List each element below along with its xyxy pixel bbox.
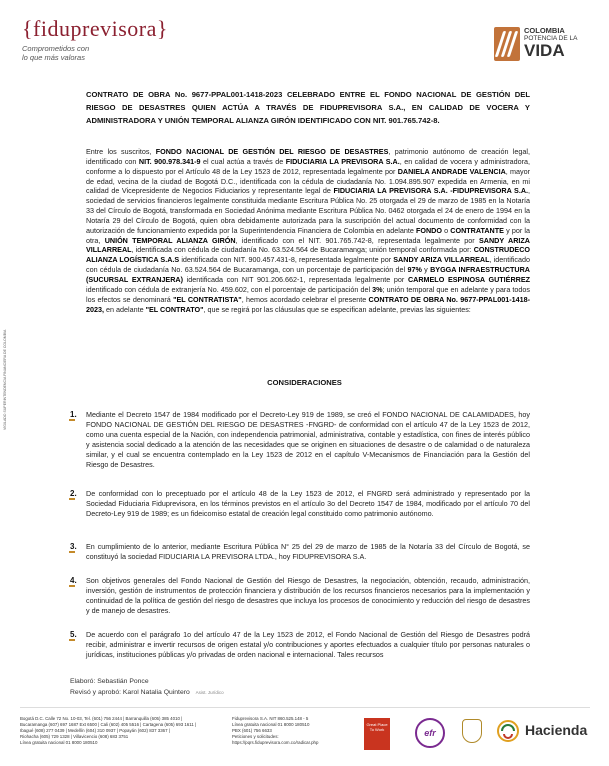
- bold-text: 97%: [407, 265, 422, 275]
- bold-text: CARMELO ESPINOSA GUTIÉRREZ: [407, 274, 531, 284]
- body-text: o: [441, 225, 451, 235]
- bold-text: FIDUCIARIA LA PREVISORA S.A.: [285, 156, 400, 166]
- hacienda-mark-icon: [497, 720, 519, 742]
- gov-logo-line-2: POTENCIA DE LA: [524, 35, 578, 42]
- gov-logo-line-3: VIDA: [524, 41, 565, 60]
- body-text: , sociedad de servicios financieros legalmente constituida mediante Escritura Pública No. 25 otorgada el 29 de marzo de 1985 en la Notaría 33 del Círculo de Bogotá, transformada en Sociedad Anónima mediante Escritura Pública No. 0462 otorgada el 24 de enero de 1994 en la Notaría 29 del Círculo de Bogotá, quien obra debidamente autorizada para la suscripción del actual documento de conformidad con la autorización de funcionamiento expedida por la Superintendencia Financiera de Colombia en adelante: [86, 186, 531, 235]
- body-text: en adelante: [104, 304, 146, 314]
- body-text: identificada con NIT 901.206.662-1, representada legalmente por: [182, 274, 408, 284]
- intro-paragraph: [86, 147, 530, 314]
- body-text: identificado con cédula de extranjería No. 459.602, con el porcentaje de participación del: [86, 284, 373, 294]
- contract-title: CONTRATO DE OBRA No. 9677-PPAL001-1418-2023 CELEBRADO ENTRE EL FONDO NACIONAL DE GESTIÓN DEL RIESGO DE DESASTRES QUIEN ACTÚA A TRAVÉS DE FIDUPREVISORA S.A., EN CALIDAD DE VOCERA Y ADMINISTRADORA Y UNIÓN TEMPORAL ALIANZA GIRÓN IDENTIFICADO CON NIT. 901.765.742-8.: [86, 90, 530, 125]
- body-text: , mayor de edad, vecina de la ciudad de Bogotá D.C., identificada con la cédula de ciudadanía No. 1.094.895.907 expedida en Armenia, en mi calidad de Vicepresidente de Negocios Fiduciarios y representante legal de: [86, 166, 531, 196]
- footer-line: Bucaramanga (607) 697 1687 Ext 6500 | Cali (602) 405 5516 | Cartagena (605) 693 1611 |: [20, 722, 197, 727]
- colombia-potencia-vida-logo: [494, 27, 584, 61]
- item-number: 3.: [70, 542, 77, 551]
- prepared-by: Elaboró: Sebastián Ponce: [70, 678, 149, 685]
- colombia-shield-icon: [462, 719, 482, 743]
- hacienda-text: Hacienda: [525, 722, 588, 738]
- item-text: De acuerdo con el parágrafo 1o del artículo 47 de la Ley 1523 de 2012, el Fondo Nacional de Gestión del Riesgo de Desastres podrá recibir, administrar e invertir recursos de origen estatal y/o contribuciones y aportes efectuados a cualquier título por personas naturales o jurídicas, instituciones públicas y/o privadas de orden nacional e internacional. Tales recursos: [86, 630, 530, 659]
- fiduprevisora-logo: {fiduprevisora}: [22, 16, 168, 41]
- item-number: 4.: [70, 576, 77, 585]
- tagline-line-2: lo que más valoras: [22, 53, 85, 62]
- bold-text: DANIELA ANDRADE VALENCIA: [397, 166, 506, 176]
- side-vertical-text: [3, 270, 17, 440]
- body-text: y: [421, 265, 431, 275]
- footer-line: Bogotá D.C. Calle 72 No. 10-03, Tel. (601) 756 2444 | Barranquilla (605) 385 4010 |: [20, 716, 183, 721]
- body-text: , que se regirá por las cláusulas que se especifican adelante, previas las siguientes:: [203, 304, 471, 314]
- bold-text: "EL CONTRATISTA": [173, 294, 242, 304]
- body-text: , identificado con cédula de ciudadanía No. 63.524.564 de Bucaramanga, con un porcentaje de participación del: [86, 255, 531, 275]
- body-text: el cual actúa a través de: [200, 156, 286, 166]
- bold-text: FONDO: [416, 225, 442, 235]
- tagline-line-1: Comprometidos con: [22, 44, 90, 53]
- item-number: 2.: [70, 489, 77, 498]
- bold-text: CONSTRUDECO ALIANZA LOGÍSTICA S.A.S: [86, 245, 530, 265]
- item-text: En cumplimiento de lo anterior, mediante Escritura Pública N° 25 del 29 de marzo de 1985 de la Notaría 33 del Círculo de Bogotá, se constituyó la sociedad FIDUCIARIA LA PREVISORA LTDA., hoy FIDUPREVISORA S.A.: [86, 542, 530, 561]
- bold-text: 3%: [372, 284, 383, 294]
- item-text: De conformidad con lo preceptuado por el artículo 48 de la Ley 1523 de 2012, el FNGRD será administrado y representado por la Sociedad Fiduciaria Fiduprevisora, en los términos previstos en el artículo 3o del Decreto 1547 de 1984, modificado por el artículo 70 del Decreto-Ley 919 de 1989; es un fideicomiso estatal de creación legal constituido como patrimonio autónomo.: [86, 489, 530, 518]
- bold-text: SANDY ARIZA VILLARREAL: [86, 235, 530, 255]
- bold-text: SANDY ARIZA VILLARREAL: [393, 255, 490, 265]
- bold-text: CONTRATO DE OBRA No. 9677-PPAL001-1418-2023,: [86, 294, 531, 314]
- side-text: VIGILADO SUPERINTENDENCIA FINANCIERA DE COLOMBIA: [3, 329, 7, 430]
- body-text: , patrimonio autónomo de creación legal, identificado con: [86, 147, 531, 166]
- item-text: Mediante el Decreto 1547 de 1984 modificado por el Decreto-Ley 919 de 1989, se creó el FONDO NACIONAL DE CALAMIDADES, hoy FONDO NACIONAL DE GESTIÓN DEL RIESGO DE DESASTRES -FNGRD- de conformidad con el artículo 47 de la Ley 1523 de 2012, como una cuenta especial de la Nación, con independencia patrimonial, administrativa, contable y estadística, con fines de interés público y asistencia social dedicado a la atención de las necesidades que se originen en situaciones de desastre o de calamidad o de naturaleza similar, y el cual se encuentra contemplado en la Ley 1523 de 2012 en el capítulo V-Mecanismos de Financiación para la Gestión del Riesgo de Desastres.: [86, 410, 530, 469]
- pqrs-link[interactable]: https://pqrs.fiduprevisora.com.co/radicar.php: [232, 740, 319, 745]
- colombia-flag-icon: [494, 27, 520, 61]
- bold-text: FONDO NACIONAL DE GESTIÓN DEL RIESGO DE DESASTRES: [155, 147, 389, 156]
- item-number: 5.: [70, 630, 77, 639]
- gov-logo-line-1: COLOMBIA: [524, 26, 565, 35]
- reviewed-by-note: Asist. Jurídico: [195, 690, 224, 695]
- body-text: , identificado con el NIT. 901.765.742-8, representada legalmente por: [235, 235, 479, 245]
- body-text: , hemos acordado celebrar el presente: [241, 294, 369, 304]
- bold-text: UNIÓN TEMPORAL ALIANZA GIRÓN: [104, 235, 236, 245]
- footer-line: Línea gratuita nacional 01 8000 180510: [232, 722, 310, 727]
- body-text: ; unión temporal que en adelante y para todos los efectos se denominará: [86, 284, 530, 304]
- body-text: , identificada con cédula de ciudadanía No. 63.524.564 de Bucaramanga; unión temporal conformada por:: [131, 245, 474, 255]
- footer-contact: [232, 716, 357, 746]
- brand-tagline: [22, 44, 89, 62]
- great-place-to-work-logo: Great Place To Work: [364, 718, 390, 750]
- body-text: , en calidad de vocera y administradora, conforme a lo dispuesto por el Artículo 48 de la Ley 1523 de 2012, representada legalmente por: [86, 156, 531, 176]
- footer-line: Línea gratuita nacional 01 8000 180510: [20, 740, 98, 745]
- hacienda-logo: [497, 718, 597, 746]
- bold-text: CONTRATANTE: [450, 225, 504, 235]
- footer-line: Fiduprevisora S.A. NIT 860.525.148 - 5: [232, 716, 309, 721]
- item-text: Son objetivos generales del Fondo Nacional de Gestión del Riesgo de Desastres, la negociación, obtención, recaudo, administración, inversión, gestión de instrumentos de protección financiera y distribución de los recursos financieros necesarios para la implementación y continuidad de la política de gestión del riesgo de desastres que incluya los procesos de conocimiento y reducción del riesgo de desastres y de manejo de desastres.: [86, 576, 530, 615]
- footer-line: Riohacha (605) 729 1328 | Villavicencio (608) 683 3751: [20, 734, 129, 739]
- body-text: identificada con NIT. 900.457.431-8, representada legalmente por: [179, 255, 394, 265]
- bold-text: BYGGA INFRAESTRUCTURA (SUCURSAL EXTRANJERA): [86, 265, 530, 284]
- body-text: y por la otra,: [86, 225, 530, 245]
- efr-logo: efr: [415, 718, 445, 748]
- bold-text: NIT. 900.978.341-9: [138, 156, 201, 166]
- reviewed-by: [70, 689, 224, 696]
- considerations-heading: CONSIDERACIONES: [267, 378, 342, 387]
- bold-text: FIDUCIARIA LA PREVISORA S.A. -FIDUPREVISORA S.A.: [333, 186, 529, 196]
- footer-divider: [20, 707, 590, 708]
- item-number: 1.: [70, 410, 77, 419]
- bold-text: "EL CONTRATO": [145, 304, 204, 314]
- footer-line: PBX (601) 756 6633: [232, 728, 272, 733]
- footer-offices: [20, 716, 230, 746]
- footer-line: Peticiones y solicitudes:: [232, 734, 279, 739]
- footer-line: Ibagué (608) 277 0439 | Medellín (604) 310 0937 | Popayán (602) 837 3367 |: [20, 728, 170, 733]
- reviewed-by-text: Revisó y aprobó: Karol Natalia Quintero: [70, 689, 190, 696]
- body-text: Entre los suscritos,: [86, 147, 156, 156]
